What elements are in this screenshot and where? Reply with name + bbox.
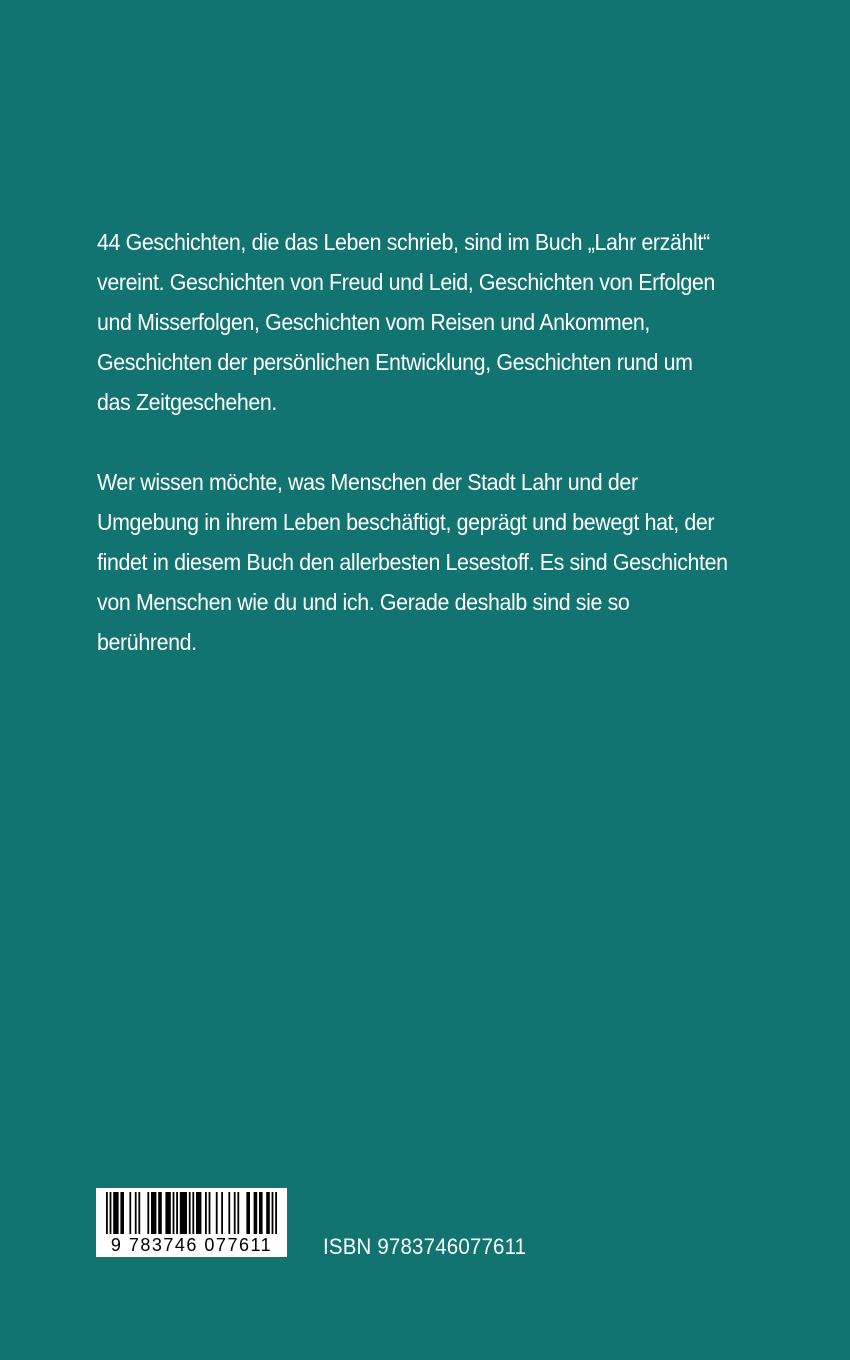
blurb-paragraph-1: 44 Geschichten, die das Leben schrieb, sind im Buch „Lahr erzählt“ vereint. Geschichten von Freud und Leid, Geschichten von Erfolgen und Misserfolgen, Geschichten vom Reisen und Ankommen, Geschichten der persönlichen Entwicklung, Geschichten rund um das Zeitgeschehen. — [97, 229, 715, 415]
barcode-bar — [173, 1192, 175, 1234]
barcode-bar — [113, 1192, 118, 1234]
barcode-bar — [237, 1192, 239, 1234]
barcode-bar — [192, 1192, 194, 1234]
barcode-bar — [106, 1192, 108, 1234]
barcode-bar — [216, 1192, 218, 1234]
barcode-bar — [259, 1192, 263, 1234]
barcode-bar — [147, 1192, 149, 1234]
barcode-bar — [110, 1192, 112, 1234]
barcode-bar — [254, 1192, 258, 1234]
barcode-bar — [272, 1192, 274, 1234]
barcode-bar — [129, 1192, 131, 1234]
barcode-bar — [246, 1192, 250, 1234]
barcode-bar — [189, 1192, 191, 1234]
barcode-bar — [234, 1192, 236, 1234]
barcode-bar — [221, 1192, 223, 1234]
barcode-bar — [165, 1192, 170, 1234]
barcode-bar — [205, 1192, 207, 1234]
barcode-bar — [275, 1192, 277, 1234]
barcode-bar — [120, 1192, 124, 1234]
barcode-bar — [196, 1192, 201, 1234]
blurb-paragraph-2: Wer wissen möchte, was Menschen der Stadt Lahr und der Umgebung in ihrem Leben beschäftigt, geprägt und bewegt hat, der findet in diesem Buch den allerbesten Lesestoff. Es sind Geschichten von Menschen wie du und ich. Gerade deshalb sind sie so berührend. — [97, 469, 728, 655]
barcode-bar — [176, 1192, 178, 1234]
blurb-text — [97, 222, 729, 662]
barcode-bar — [158, 1192, 162, 1234]
barcode-bar — [266, 1192, 270, 1234]
barcode-bar — [180, 1192, 187, 1234]
barcode-bar — [138, 1192, 140, 1234]
barcode-bar — [135, 1192, 137, 1234]
barcode-bar — [151, 1192, 156, 1234]
isbn-label: ISBN 9783746077611 — [323, 1234, 527, 1259]
barcode-bar — [209, 1192, 211, 1234]
barcode-digits: 9 783746 077611 — [110, 1235, 273, 1255]
isbn-barcode — [96, 1188, 287, 1257]
barcode-bars — [96, 1188, 287, 1238]
barcode-bar — [228, 1192, 230, 1234]
